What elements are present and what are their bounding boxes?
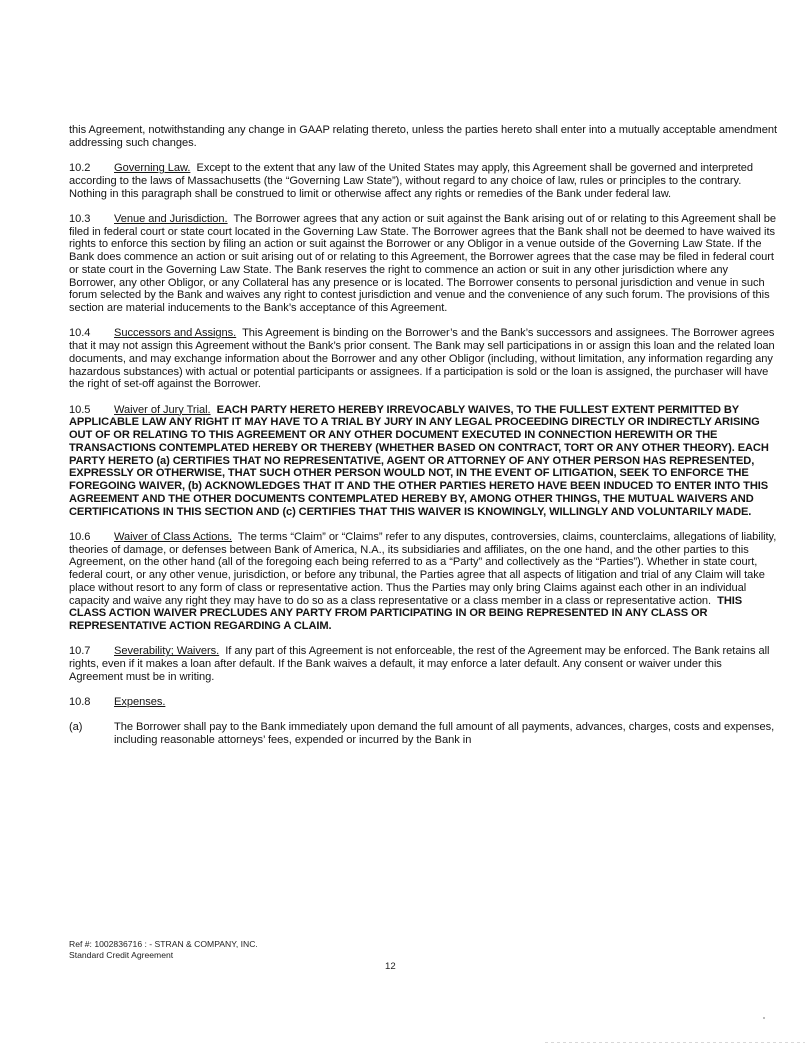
section-text: The Borrower agrees that any action or suit against the Bank arising out of or relating to this Agreement shall be filed in federal court or state court located in the Governing Law State. The Borrower agrees that the Bank shall not be deemed to have waived its rights to enforce this section by filing an action or suit against the Borrower or any Obligor in a venue outside of the Governing Law State. If the Bank does commence an action or suit arising out of or relating to this Agreement, the Borrower agrees that the case may be filed in federal court or state court in the Governing Law State. The Bank reserves the right to commence an action or suit in any other jurisdiction where any Borrower, any other Obligor, or any Collateral has any presence or is located. The Borrower consents to personal jurisdiction and venue in such forum selected by the Bank and waives any right to contest jurisdiction and venue and the convenience of any such forum. The provisions of this section are material inducements to the Bank’s acceptance of this Agreement. — [69, 212, 776, 314]
section-heading: Severability; Waivers. — [114, 645, 220, 658]
section-bold-text: THIS CLASS ACTION WAIVER PRECLUDES ANY PARTY FROM PARTICIPATING IN OR BEING REPRESENTED IN ANY CLASS OR REPRESENTATIVE ACTION REGARDING A CLAIM. — [69, 594, 743, 632]
section-10-6 — [69, 531, 777, 633]
document-body — [69, 124, 777, 747]
section-10-7 — [69, 645, 777, 683]
section-number: 10.3 — [69, 212, 91, 225]
subsection-text: The Borrower shall pay to the Bank immediately upon demand the full amount of all payments, advances, charges, costs and expenses, including reasonable attorneys’ fees, expended or incurred by the Bank in — [114, 721, 775, 746]
section-heading: Venue and Jurisdiction. — [114, 212, 228, 225]
section-10-5 — [69, 404, 777, 519]
subsection-a — [69, 721, 777, 747]
section-text: If any part of this Agreement is not enforceable, the rest of the Agreement may be enforced. The Bank retains all rights, even if it makes a loan after default. If the Bank waives a default, it may enforce a later default. Any consent or waiver under this Agreement must be in writing. — [69, 645, 770, 683]
section-10-8 — [69, 696, 777, 709]
section-bold-text: EACH PARTY HERETO HEREBY IRREVOCABLY WAIVES, TO THE FULLEST EXTENT PERMITTED BY APPLICABLE LAW ANY RIGHT IT MAY HAVE TO A TRIAL BY JURY IN ANY LEGAL PROCEEDING DIRECTLY OR INDIRECTLY ARISING OUT OF OR RELATING TO THIS AGREEMENT OR ANY OTHER DOCUMENT EXECUTED IN CONNECTION HEREWITH OR THE TRANSACTIONS CONTEMPLATED HEREBY OR THEREBY (WHETHER BASED ON CONTRACT, TORT OR ANY OTHER THEORY). EACH PARTY HERETO (a) CERTIFIES THAT NO REPRESENTATIVE, AGENT OR ATTORNEY OF ANY OTHER PERSON HAS REPRESENTED, EXPRESSLY OR OTHERWISE, THAT SUCH OTHER PERSON WOULD NOT, IN THE EVENT OF LITIGATION, SEEK TO ENFORCE THE FOREGOING WAIVER, (b) ACKNOWLEDGES THAT IT AND THE OTHER PARTIES HERETO HAVE BEEN INDUCED TO ENTER INTO THIS AGREEMENT AND THE OTHER DOCUMENTS CONTEMPLATED HEREBY BY, AMONG OTHER THINGS, THE MUTUAL WAIVERS AND CERTIFICATIONS IN THIS SECTION AND (c) CERTIFIES THAT THIS WAIVER IS KNOWINGLY, WILLINGLY AND VOLUNTARILY MADE. — [69, 403, 769, 518]
scan-artifact — [763, 1017, 765, 1019]
page-footer — [69, 939, 258, 960]
section-number: 10.4 — [69, 327, 91, 340]
section-number: 10.8 — [69, 696, 91, 708]
scan-artifact-line — [545, 1042, 805, 1043]
section-heading: Governing Law. — [114, 162, 191, 174]
section-10-2 — [69, 162, 777, 200]
section-number: 10.6 — [69, 530, 91, 543]
section-number: 10.7 — [69, 645, 91, 658]
section-text: Except to the extent that any law of the United States may apply, this Agreement shall be governed and interpreted according to the laws of Massachusetts (the “Governing Law State”), without regard to any choice of law, rules or principles to the contrary. Nothing in this paragraph shall be construed to limit or otherwise affect any rights or remedies of the Bank under federal law. — [69, 162, 753, 200]
section-10-4 — [69, 327, 777, 391]
section-text: The terms “Claim” or “Claims” refer to any disputes, controversies, claims, counterclaims, allegations of liability, theories of damage, or defenses between Bank of America, N.A., its subsidiaries and affiliates, on the one hand, and the other parties to this Agreement, on the other hand (all of the foregoing each being referred to as a “Party” and collectively as the “Parties”). Whether in state court, federal court, or any other venue, jurisdiction, or before any tribunal, the Parties agree that all aspects of litigation and trial of any Claim will take place without resort to any form of class or representative action. Thus the Parties may only bring Claims against each other in an individual capacity and waive any right they may have to do so as a class representative or a class member in a class or representative action. — [69, 530, 777, 607]
section-heading: Expenses. — [114, 696, 166, 708]
section-heading: Waiver of Jury Trial. — [114, 403, 211, 416]
section-number: 10.5 — [69, 403, 91, 416]
section-heading: Waiver of Class Actions. — [114, 530, 232, 543]
subsection-label: (a) — [69, 721, 83, 734]
footer-document-name: Standard Credit Agreement — [69, 949, 174, 960]
intro-paragraph: this Agreement, notwithstanding any change in GAAP relating thereto, unless the parties hereto shall enter into a mutually acceptable amendment addressing such changes. — [69, 124, 778, 149]
section-10-3 — [69, 213, 777, 315]
section-number: 10.2 — [69, 162, 91, 174]
footer-reference: Ref #: 1002836716 : - STRAN & COMPANY, INC. — [69, 939, 258, 949]
section-text: This Agreement is binding on the Borrower’s and the Bank’s successors and assignees. The Borrower agrees that it may not assign this Agreement without the Bank’s prior consent. The Bank may sell participations in or assign this loan and the related loan documents, and may exchange information about the Borrower and any other Obligor (including, without limitation, any information regarding any hazardous substances) with actual or potential participants or assignees. If a participation is sold or the loan is assigned, the purchaser will have the right of set-off against the Borrower. — [69, 327, 775, 391]
page-number: 12 — [385, 961, 396, 972]
section-heading: Successors and Assigns. — [114, 327, 237, 340]
